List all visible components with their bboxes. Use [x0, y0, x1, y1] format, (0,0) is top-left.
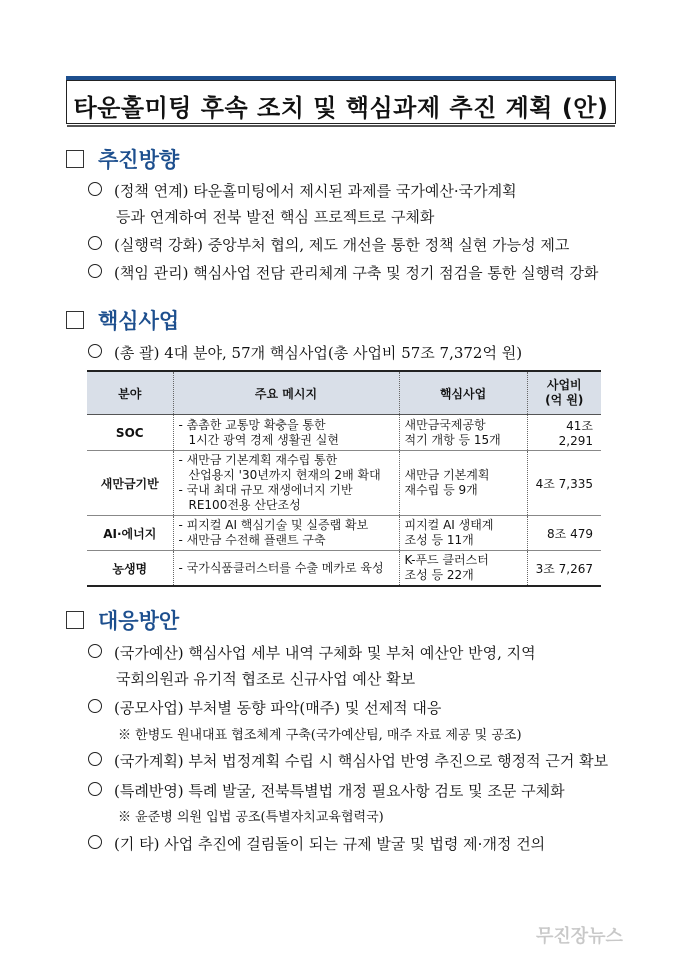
response-note-2: ※ 윤준병 의원 입법 공조(특별자치교육협력국): [118, 810, 384, 825]
core-summary: [88, 342, 522, 363]
line-text: (국가계획) 부처 법정계획 수립 시 핵심사업 반영 추진으로 행정적 근거 확보: [114, 752, 609, 770]
circle-bullet-icon: [88, 236, 102, 250]
section-title: 대응방안: [98, 609, 180, 633]
header-message: 주요 메시지: [173, 371, 399, 415]
cell-field: SOC: [87, 415, 173, 451]
header-budget-line: 사업비: [546, 378, 582, 392]
line-text: (기 타) 사업 추진에 걸림돌이 되는 규제 발굴 및 법령 제·개정 건의: [114, 835, 546, 853]
header-field: 분야: [87, 371, 173, 415]
cell-message: [173, 415, 399, 451]
message-line: - 국가식품클러스터를 수출 메카로 육성: [178, 560, 384, 575]
message-line: 1시간 광역 경제 생활권 실현: [188, 432, 339, 447]
cell-message: [173, 451, 399, 516]
cell-budget: 41조 2,291: [527, 415, 601, 451]
cell-field: AI·에너지: [87, 516, 173, 551]
line-text: (특례반영) 특례 발굴, 전북특별법 개정 필요사항 검토 및 조문 구체화: [114, 782, 565, 800]
project-line: 재수립 등 9개: [404, 483, 478, 497]
cell-message: [173, 516, 399, 551]
project-line: 피지컬 AI 생태계: [404, 518, 494, 532]
section-title: 추진방향: [98, 148, 180, 172]
response-line-2: [88, 697, 441, 718]
cell-field: 농생명: [87, 551, 173, 587]
line-text: (실행력 강화) 중앙부처 협의, 제도 개선을 통한 정책 실현 가능성 제고: [114, 236, 570, 254]
message-line: - 국내 최대 규모 재생에너지 기반: [178, 483, 353, 497]
section-title: 핵심사업: [98, 309, 180, 333]
circle-bullet-icon: [88, 782, 102, 796]
line-text: (국가예산) 핵심사업 세부 내역 구체화 및 부처 예산안 반영, 지역: [114, 644, 536, 662]
line-text: (책임 관리) 핵심사업 전담 관리체계 구축 및 정기 점검을 통한 실행력 강화: [114, 264, 599, 282]
response-line-1: [88, 642, 536, 663]
response-line-3: [88, 750, 608, 771]
header-project: 핵심사업: [399, 371, 527, 415]
response-line-4: [88, 780, 565, 801]
section-heading-core: [66, 305, 179, 335]
project-line: 새만금국제공항: [404, 417, 486, 432]
cell-budget: 4조 7,335: [527, 451, 601, 516]
circle-bullet-icon: [88, 344, 102, 358]
cell-project: [399, 551, 527, 587]
circle-bullet-icon: [88, 699, 102, 713]
watermark-logo: 무진장뉴스: [536, 926, 623, 947]
project-line: 적기 개항 등 15개: [404, 432, 501, 447]
project-line: 조성 등 22개: [404, 568, 474, 582]
line-text: (공모사업) 부처별 동향 파악(매주) 및 선제적 대응: [114, 699, 442, 717]
cell-field: 새만금기반: [87, 451, 173, 516]
page-title: 타운홀미팅 후속 조치 및 핵심과제 추진 계획 (안): [73, 94, 609, 122]
cell-project: [399, 451, 527, 516]
circle-bullet-icon: [88, 752, 102, 766]
direction-line-1: [88, 180, 517, 201]
table-row: [87, 551, 601, 587]
table-row: [87, 451, 601, 516]
message-line: - 피지컬 AI 핵심기술 및 실증랩 확보: [178, 518, 369, 532]
header-budget: [527, 371, 601, 415]
message-line: - 촘촘한 교통망 확충을 통한: [178, 417, 326, 432]
message-line: - 새만금 수전해 플랜트 구축: [178, 533, 326, 547]
project-line: 조성 등 11개: [404, 533, 474, 547]
core-projects-table: [87, 370, 601, 587]
cell-budget: 3조 7,267: [527, 551, 601, 587]
line-text: (총 괄) 4대 분야, 57개 핵심사업(총 사업비 57조 7,372억 원): [114, 344, 523, 362]
square-bullet-icon: [66, 611, 84, 629]
square-bullet-icon: [66, 150, 84, 168]
circle-bullet-icon: [88, 644, 102, 658]
message-line: - 새만금 기본계획 재수립 통한: [178, 453, 338, 467]
cell-project: [399, 415, 527, 451]
direction-line-3: [88, 262, 598, 283]
project-line: K-푸드 클러스터: [404, 553, 489, 567]
direction-line-2: [88, 234, 569, 255]
response-line-5: [88, 833, 545, 854]
cell-project: [399, 516, 527, 551]
square-bullet-icon: [66, 311, 84, 329]
line-text: (정책 연계) 타운홀미팅에서 제시된 과제를 국가예산·국가계획: [114, 182, 517, 200]
circle-bullet-icon: [88, 835, 102, 849]
message-line: RE100전용 산단조성: [188, 498, 301, 512]
table-row: [87, 516, 601, 551]
response-note-1: ※ 한병도 원내대표 협조체계 구축(국가예산팀, 매주 자료 제공 및 공조): [118, 728, 522, 743]
cell-message: [173, 551, 399, 587]
project-line: 새만금 기본계획: [404, 468, 490, 482]
section-heading-direction: [66, 144, 179, 174]
table-row: [87, 415, 601, 451]
response-line-1-cont: 국회의원과 유기적 협조로 신규사업 예산 확보: [116, 670, 416, 688]
message-line: 산업용지 '30년까지 현재의 2배 확대: [188, 468, 381, 482]
circle-bullet-icon: [88, 264, 102, 278]
circle-bullet-icon: [88, 182, 102, 196]
title-box: [66, 80, 616, 124]
header-budget-line: (억 원): [545, 393, 584, 407]
direction-line-1-cont: 등과 연계하여 전북 발전 핵심 프로젝트로 구체화: [116, 208, 435, 226]
section-heading-response: [66, 605, 179, 635]
cell-budget: 8조 479: [527, 516, 601, 551]
